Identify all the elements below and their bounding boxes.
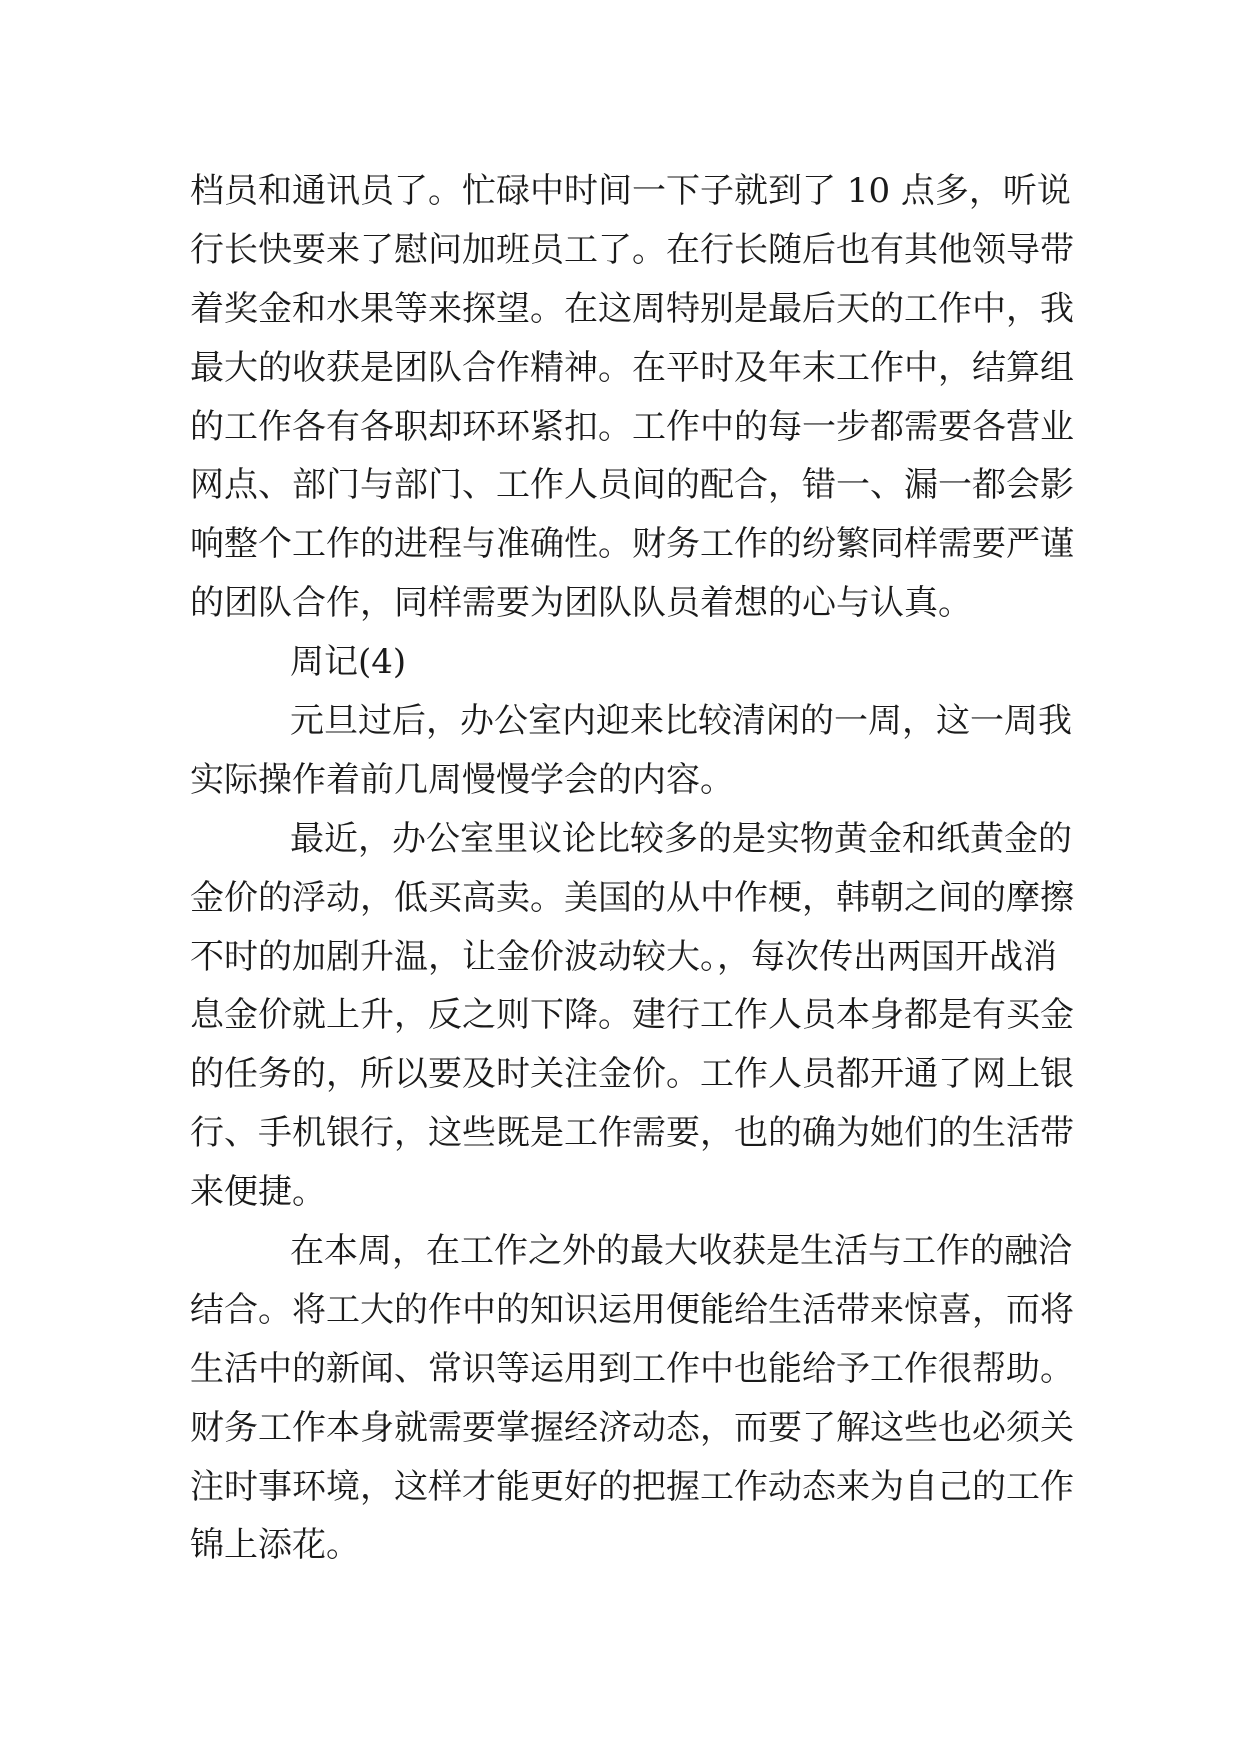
text-line: 的任务的，所以要及时关注金价。工作人员都开通了网上银	[190, 1054, 1074, 1095]
text-line: 的团队合作，同样需要为团队队员着想的心与认真。	[190, 583, 972, 624]
text-line: 锦上添花。	[190, 1525, 360, 1566]
text-line: 行长快要来了慰问加班员工了。在行长随后也有其他领导带	[190, 229, 1074, 270]
text-line: 的工作各有各职却环环紧扣。工作中的每一步都需要各营业	[190, 406, 1074, 447]
text-line: 结合。将工大的作中的知识运用便能给生活带来惊喜，而将	[190, 1289, 1074, 1330]
text-line: 最近，办公室里议论比较多的是实物黄金和纸黄金的	[290, 818, 1072, 859]
text-line: 响整个工作的进程与准确性。财务工作的纷繁同样需要严谨	[190, 524, 1074, 565]
text-line: 最大的收获是团队合作精神。在平时及年末工作中，结算组	[190, 347, 1074, 388]
text-line: 息金价就上升，反之则下降。建行工作人员本身都是有买金	[190, 995, 1074, 1036]
text-line: 不时的加剧升温，让金价波动较大。，每次传出两国开战消	[190, 936, 1057, 977]
text-line: 行、手机银行，这些既是工作需要，也的确为她们的生活带	[190, 1113, 1074, 1154]
section-heading: 周记(4)	[290, 642, 407, 683]
text-line: 财务工作本身就需要掌握经济动态，而要了解这些也必须关	[190, 1407, 1074, 1448]
text-line: 生活中的新闻、常识等运用到工作中也能给予工作很帮助。	[190, 1348, 1074, 1389]
text-line: 注时事环境，这样才能更好的把握工作动态来为自己的工作	[190, 1466, 1074, 1507]
text-line: 金价的浮动，低买高卖。美国的从中作梗，韩朝之间的摩擦	[190, 877, 1074, 918]
text-line: 元旦过后，办公室内迎来比较清闲的一周，这一周我	[290, 701, 1072, 742]
text-line: 在本周，在工作之外的最大收获是生活与工作的融洽	[290, 1231, 1072, 1272]
text-line: 着奖金和水果等来探望。在这周特别是最后天的工作中，我	[190, 288, 1074, 329]
body-text	[190, 162, 1074, 1575]
text-line: 来便捷。	[190, 1172, 326, 1213]
text-line: 档员和通讯员了。忙碌中时间一下子就到了 10 点多，听说	[190, 171, 1071, 211]
text-line: 实际操作着前几周慢慢学会的内容。	[190, 759, 734, 800]
text-line: 网点、部门与部门、工作人员间的配合，错一、漏一都会影	[190, 465, 1074, 506]
